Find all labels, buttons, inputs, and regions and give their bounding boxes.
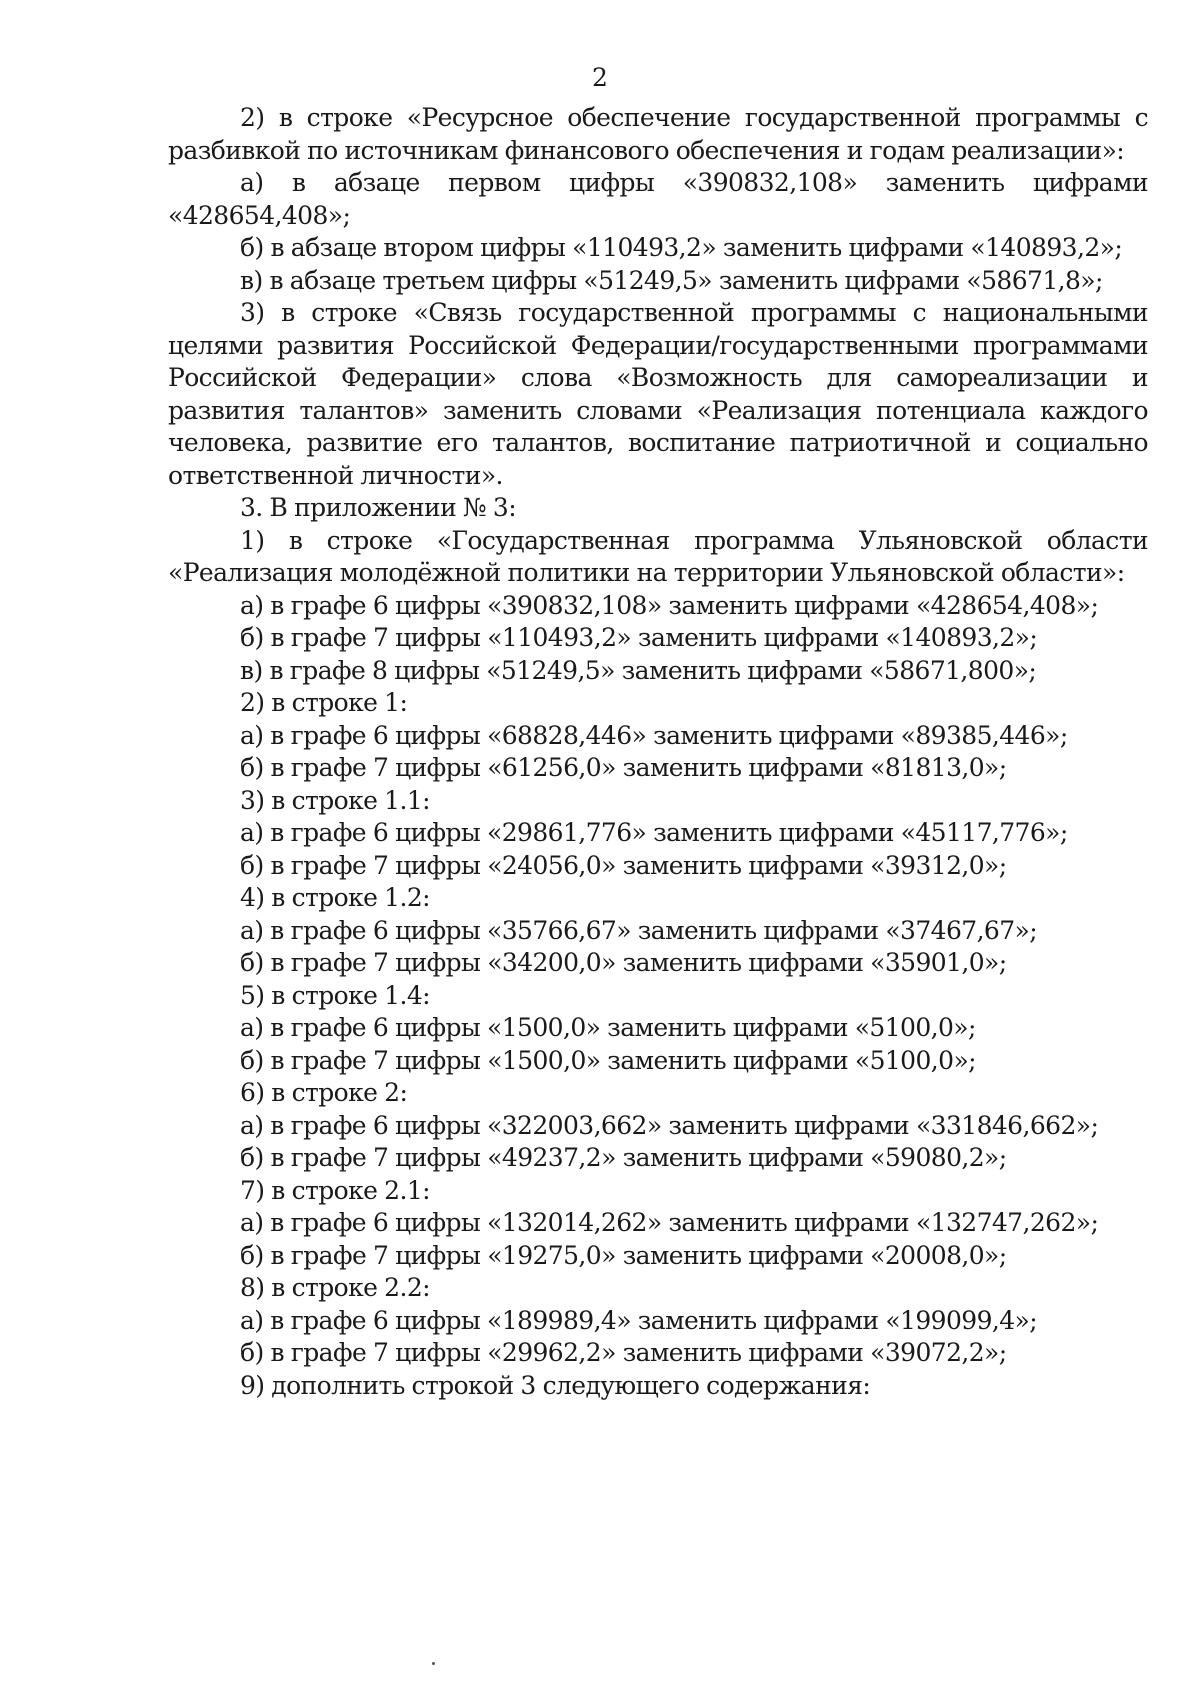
paragraph-sub-b: б) в графе 7 цифры «34200,0» заменить цифрами «35901,0»; bbox=[240, 948, 1007, 977]
paragraph-appendix-3-heading: 3. В приложении № 3: bbox=[240, 493, 517, 522]
paragraph-sub-v: в) в графе 8 цифры «51249,5» заменить цифрами «58671,800»; bbox=[240, 655, 1037, 685]
paragraph-item-2-resources: 2) в строке «Ресурсное обеспечение государственной программы с разбивкой по источникам финансового обеспечения и годам реализации»: bbox=[168, 103, 1148, 165]
paragraph-sub-b: б) в графе 7 цифры «49237,2» заменить цифрами «59080,2»; bbox=[240, 1143, 1007, 1172]
paragraph-row-heading: 5) в строке 1.4: bbox=[240, 980, 430, 1010]
paragraph-row-heading: 3) в строке 1.1: bbox=[240, 785, 430, 815]
paragraph-row-heading: 6) в строке 2: bbox=[240, 1078, 408, 1107]
paragraph-row-heading: 8) в строке 2.2: bbox=[240, 1273, 430, 1302]
paragraph-sub-a: а) в графе 6 цифры «68828,446» заменить цифрами «89385,446»; bbox=[240, 720, 1068, 750]
paragraph-sub-b: б) в графе 7 цифры «19275,0» заменить цифрами «20008,0»; bbox=[240, 1240, 1007, 1270]
paragraph-sub-a: а) в графе 6 цифры «132014,262» заменить цифрами «132747,262»; bbox=[240, 1208, 1099, 1237]
paragraph-item-1-state-program: 1) в строке «Государственная программа Ульяновской области «Реализация молодёжной политики на территории Ульяновской области»: bbox=[168, 525, 1148, 587]
paragraph-row-heading: 4) в строке 1.2: bbox=[240, 883, 430, 912]
paragraph-sub-a: а) в абзаце первом цифры «390832,108» заменить цифрами «428654,408»; bbox=[168, 168, 1148, 230]
paragraph-sub-a: а) в графе 6 цифры «322003,662» заменить цифрами «331846,662»; bbox=[240, 1110, 1099, 1140]
paragraph-sub-a: а) в графе 6 цифры «189989,4» заменить цифрами «199099,4»; bbox=[240, 1305, 1038, 1335]
paragraph-row-heading: 2) в строке 1: bbox=[240, 688, 408, 717]
paragraph-sub-b: б) в графе 7 цифры «1500,0» заменить цифрами «5100,0»; bbox=[240, 1045, 976, 1075]
paragraph-item-3-national-goals: 3) в строке «Связь государственной программы с национальными целями развития Российской Федерации/государственными программами Российской Федерации» слова «Возможность для самореализации и развития талантов» заменить словами «Реализация потенциала каждого человека, развитие его талантов, воспитание патриотичной и социально ответственной личности». bbox=[168, 298, 1148, 490]
scan-artifact-dot bbox=[432, 1662, 435, 1665]
document-body bbox=[168, 102, 1148, 1402]
paragraph-sub-b: б) в графе 7 цифры «110493,2» заменить цифрами «140893,2»; bbox=[240, 623, 1038, 652]
paragraph-sub-a: а) в графе 6 цифры «390832,108» заменить цифрами «428654,408»; bbox=[240, 590, 1099, 620]
paragraph-sub-b: б) в абзаце втором цифры «110493,2» заменить цифрами «140893,2»; bbox=[240, 233, 1123, 262]
paragraph-sub-a: а) в графе 6 цифры «35766,67» заменить цифрами «37467,67»; bbox=[240, 915, 1038, 945]
paragraph-sub-b: б) в графе 7 цифры «24056,0» заменить цифрами «39312,0»; bbox=[240, 850, 1007, 880]
page-number: 2 bbox=[592, 63, 608, 92]
paragraph-sub-b: б) в графе 7 цифры «29962,2» заменить цифрами «39072,2»; bbox=[240, 1338, 1007, 1367]
paragraph-item-9-add-row: 9) дополнить строкой 3 следующего содержания: bbox=[240, 1370, 871, 1400]
paragraph-sub-v: в) в абзаце третьем цифры «51249,5» заменить цифрами «58671,8»; bbox=[240, 265, 1103, 295]
paragraph-sub-b: б) в графе 7 цифры «61256,0» заменить цифрами «81813,0»; bbox=[240, 753, 1007, 782]
paragraph-row-heading: 7) в строке 2.1: bbox=[240, 1175, 430, 1205]
paragraph-sub-a: а) в графе 6 цифры «29861,776» заменить цифрами «45117,776»; bbox=[240, 818, 1068, 847]
paragraph-sub-a: а) в графе 6 цифры «1500,0» заменить цифрами «5100,0»; bbox=[240, 1013, 976, 1042]
